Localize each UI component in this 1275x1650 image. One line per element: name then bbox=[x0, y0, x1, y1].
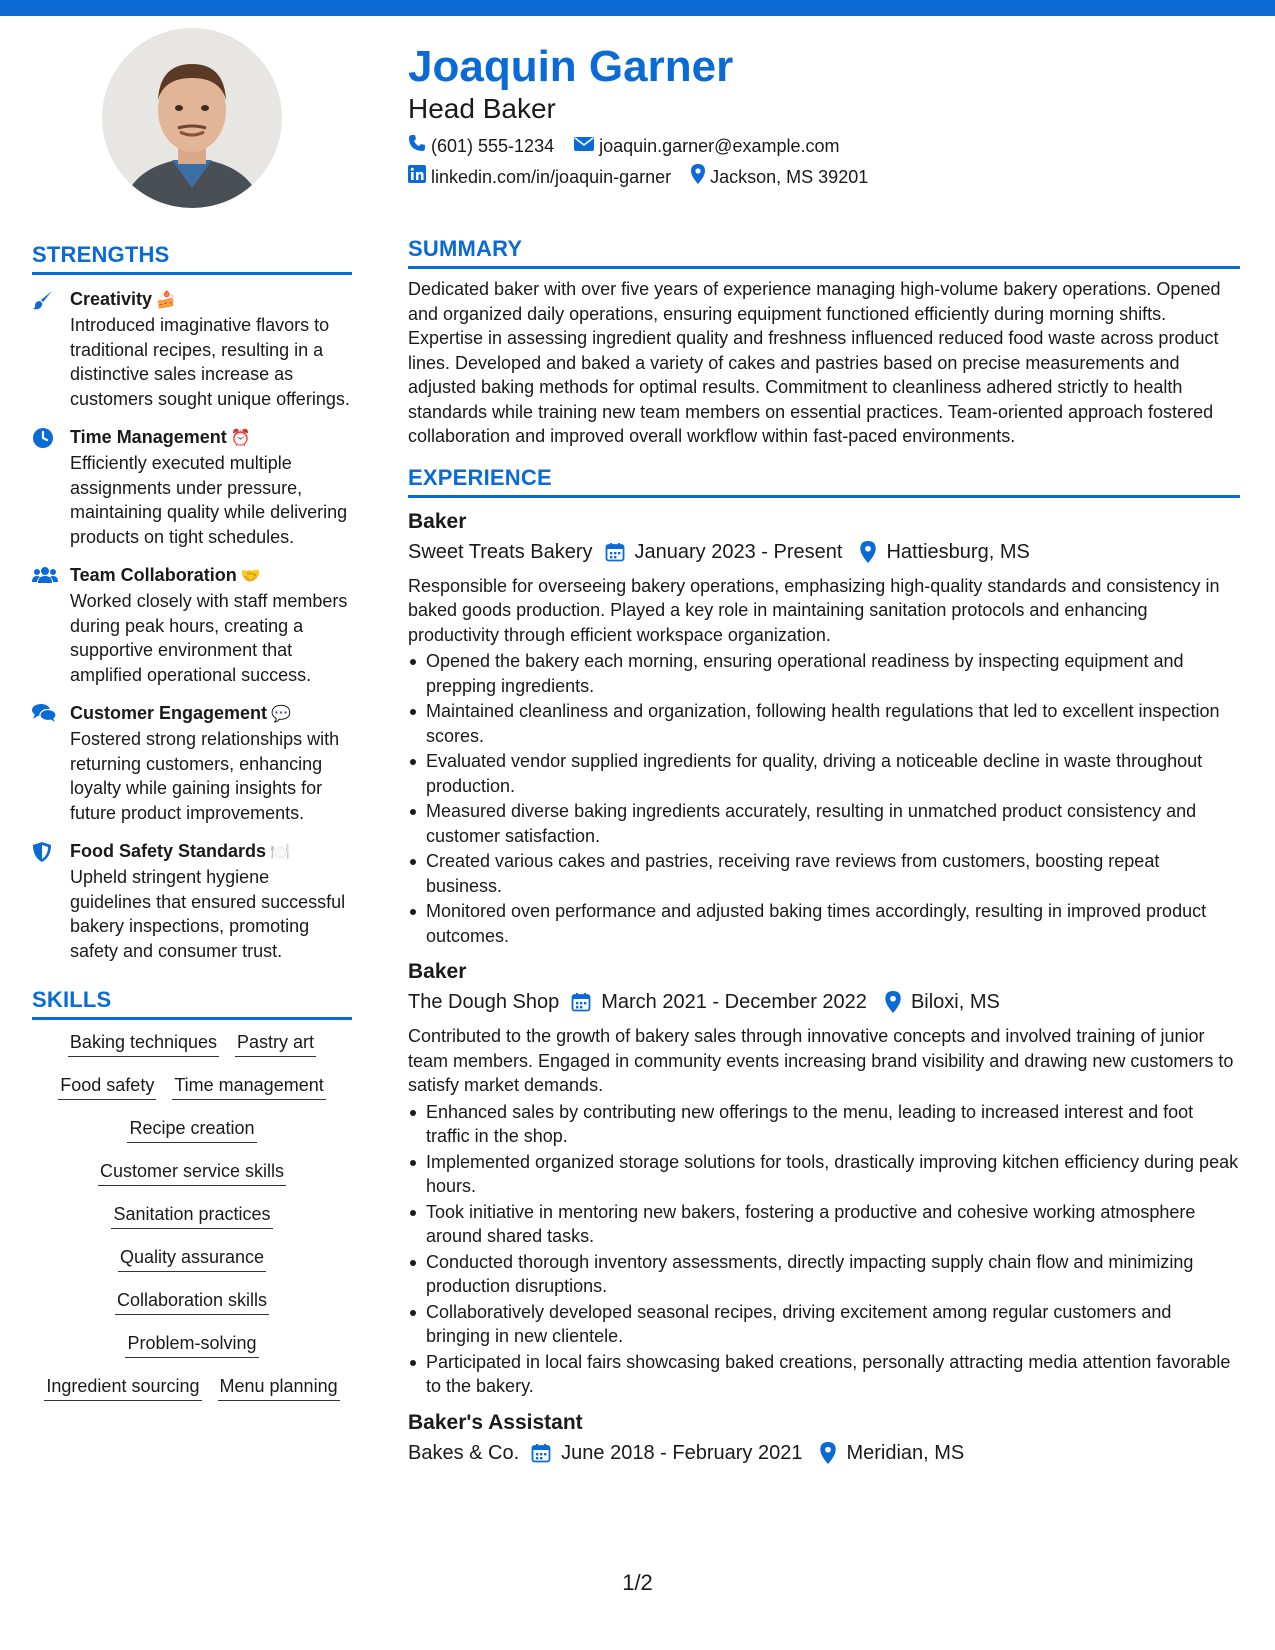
job-meta bbox=[408, 538, 1240, 566]
job-bullet: Maintained cleanliness and organization, following health regulations that led to excellent inspection scores. bbox=[408, 699, 1240, 748]
strength-item bbox=[32, 839, 352, 963]
job-bullet: Implemented organized storage solutions for tools, drastically improving kitchen efficiency during peak hours. bbox=[408, 1150, 1240, 1199]
alarm-clock-emoji-icon: ⏰ bbox=[230, 430, 251, 447]
phone-contact[interactable] bbox=[408, 134, 554, 158]
profile-photo bbox=[102, 28, 282, 208]
cake-emoji-icon: 🍰 bbox=[156, 292, 176, 309]
skill-tag: Time management bbox=[172, 1073, 325, 1100]
strength-title: Food Safety Standards bbox=[70, 841, 267, 861]
job-company: The Dough Shop bbox=[408, 991, 560, 1013]
skill-tag: Quality assurance bbox=[118, 1245, 266, 1272]
skill-tag: Customer service skills bbox=[98, 1159, 286, 1186]
skill-tag: Sanitation practices bbox=[111, 1202, 272, 1229]
skill-tag: Baking techniques bbox=[68, 1030, 219, 1057]
plate-emoji-icon: 🍽️ bbox=[270, 844, 290, 861]
job-bullet: Participated in local fairs showcasing baked creations, personally attracting media attention favorable to the bakery. bbox=[408, 1350, 1240, 1399]
job-bullets bbox=[408, 1100, 1240, 1399]
job-bullet: Monitored oven performance and adjusted baking times accordingly, resulting in improved product outcomes. bbox=[408, 899, 1240, 948]
page-number: 1/2 bbox=[622, 1570, 653, 1595]
strength-item bbox=[32, 563, 352, 687]
skill-tag: Ingredient sourcing bbox=[44, 1374, 201, 1401]
skill-tag: Collaboration skills bbox=[115, 1288, 269, 1315]
job-title: Baker's Assistant bbox=[408, 1410, 583, 1434]
skill-tag: Recipe creation bbox=[127, 1116, 256, 1143]
candidate-name: Joaquin Garner bbox=[408, 42, 734, 91]
map-pin-icon bbox=[691, 164, 705, 190]
phone-icon bbox=[408, 134, 426, 158]
experience-list bbox=[408, 508, 1240, 1467]
job-title: Baker bbox=[408, 509, 467, 533]
map-pin-icon bbox=[885, 991, 901, 1013]
skill-row bbox=[32, 1073, 352, 1100]
main-content bbox=[408, 28, 1240, 1467]
skill-row bbox=[32, 1288, 352, 1315]
map-pin-icon bbox=[860, 541, 876, 563]
strength-title: Creativity bbox=[70, 289, 153, 309]
job-bullet: Created various cakes and pastries, receiving rave reviews from customers, boosting repeat business. bbox=[408, 849, 1240, 898]
sidebar bbox=[32, 28, 352, 1417]
skill-row bbox=[32, 1116, 352, 1143]
job-location: Meridian, MS bbox=[846, 1441, 965, 1464]
linkedin-text: linkedin.com/in/joaquin-garner bbox=[431, 167, 672, 187]
strength-title: Time Management bbox=[70, 427, 227, 447]
strength-title: Team Collaboration bbox=[70, 565, 237, 585]
job-meta bbox=[408, 1439, 1240, 1467]
avatar bbox=[102, 28, 282, 208]
strength-description: Fostered strong relationships with returning customers, enhancing loyalty while gaining insights for future product improvements. bbox=[70, 729, 340, 823]
job-bullet: Collaboratively developed seasonal recipes, driving excitement among regular customers and bringing in new clientele. bbox=[408, 1300, 1240, 1349]
job-title: Baker bbox=[408, 960, 467, 983]
skill-tag: Food safety bbox=[58, 1073, 156, 1100]
location-contact bbox=[691, 164, 868, 190]
linkedin-contact[interactable] bbox=[408, 165, 671, 189]
job-entry bbox=[408, 508, 1240, 949]
shield-icon bbox=[32, 839, 70, 963]
strengths-list bbox=[32, 287, 352, 963]
skill-row bbox=[32, 1331, 352, 1358]
skills-list bbox=[32, 1030, 352, 1401]
job-bullet: Opened the bakery each morning, ensuring operational readiness by inspecting equipment and prepping ingredients. bbox=[408, 649, 1240, 698]
skill-tag: Pastry art bbox=[235, 1030, 316, 1057]
phone-text: (601) 555-1234 bbox=[431, 136, 555, 156]
email-contact[interactable] bbox=[574, 134, 839, 158]
summary-text: Dedicated baker with over five years of experience managing high-volume bakery operations. Opened and organized daily operations, ensuring equipment functioned efficiently during morning shifts. Expertise in assessing ingredient quality and freshness influenced reduced food waste across product lines. Developed and baked a variety of cakes and pastries based on precise measurements and adjusted baking methods for optimal results. Commitment to cleanliness adhered strictly to health standards while training new team members on essential practices. Team-oriented approach fostered collaboration and improved overall workflow within fast-paced environments. bbox=[408, 279, 1221, 446]
handshake-emoji-icon: 🤝 bbox=[240, 568, 261, 585]
job-bullet: Enhanced sales by contributing new offerings to the menu, leading to increased interest and foot traffic in the shop. bbox=[408, 1100, 1240, 1149]
job-company: Sweet Treats Bakery bbox=[408, 540, 593, 563]
linkedin-icon bbox=[408, 165, 426, 189]
map-pin-icon bbox=[820, 1442, 836, 1464]
job-dates: January 2023 - Present bbox=[634, 540, 843, 563]
calendar-icon bbox=[531, 1443, 551, 1463]
strength-item bbox=[32, 287, 352, 411]
job-entry bbox=[408, 958, 1240, 1399]
job-bullet: Measured diverse baking ingredients accurately, resulting in unmatched product consistency and customer satisfaction. bbox=[408, 799, 1240, 848]
location-text: Jackson, MS 39201 bbox=[710, 167, 869, 187]
skill-row bbox=[32, 1202, 352, 1229]
contact-row bbox=[408, 134, 1240, 158]
summary-heading: SUMMARY bbox=[408, 236, 1240, 269]
skill-row bbox=[32, 1159, 352, 1186]
strength-item bbox=[32, 701, 352, 825]
skill-row bbox=[32, 1245, 352, 1272]
skill-tag: Menu planning bbox=[218, 1374, 340, 1401]
top-accent-bar bbox=[0, 0, 1275, 16]
strengths-heading: STRENGTHS bbox=[32, 242, 352, 275]
strength-description: Worked closely with staff members during peak hours, creating a supportive environment that amplified operational success. bbox=[70, 591, 348, 685]
paintbrush-icon bbox=[32, 287, 70, 411]
users-icon bbox=[32, 563, 70, 687]
job-location: Hattiesburg, MS bbox=[886, 540, 1030, 563]
candidate-role: Head Baker bbox=[408, 93, 556, 124]
experience-heading: EXPERIENCE bbox=[408, 465, 1240, 498]
contact-row-2 bbox=[408, 164, 1240, 190]
job-dates: June 2018 - February 2021 bbox=[561, 1441, 803, 1464]
calendar-icon bbox=[605, 542, 625, 562]
job-summary: Responsible for overseeing bakery operations, emphasizing high-quality standards and consistency in baked goods production. Played a key role in maintaining sanitation protocols and enhancing productivity through efficient workspace organization. bbox=[408, 575, 1220, 645]
calendar-icon bbox=[571, 992, 591, 1012]
envelope-icon bbox=[574, 134, 594, 158]
skill-tag: Problem-solving bbox=[125, 1331, 258, 1358]
strength-item bbox=[32, 425, 352, 549]
skills-heading: SKILLS bbox=[32, 987, 352, 1020]
speech-bubble-emoji-icon: 💬 bbox=[271, 706, 291, 723]
job-bullet: Conducted thorough inventory assessments, directly impacting supply chain flow and minimizing production disruptions. bbox=[408, 1250, 1240, 1299]
skill-row bbox=[32, 1030, 352, 1057]
job-location: Biloxi, MS bbox=[910, 991, 1000, 1013]
job-meta bbox=[408, 988, 1240, 1016]
skill-row bbox=[32, 1374, 352, 1401]
clock-icon bbox=[32, 425, 70, 549]
email-text: joaquin.garner@example.com bbox=[599, 136, 840, 156]
job-bullet: Evaluated vendor supplied ingredients for quality, driving a noticeable decline in waste throughout production. bbox=[408, 749, 1240, 798]
job-bullets bbox=[408, 649, 1240, 948]
job-entry bbox=[408, 1409, 1240, 1467]
job-summary: Contributed to the growth of bakery sales through innovative concepts and involved training of junior team members. Engaged in community events increasing brand visibility and drawing new customers to satisfy market demands. bbox=[408, 1026, 1234, 1095]
job-dates: March 2021 - December 2022 bbox=[601, 991, 867, 1013]
job-bullet: Took initiative in mentoring new bakers, fostering a productive and cohesive working atmosphere around shared tasks. bbox=[408, 1200, 1240, 1249]
comments-icon bbox=[32, 701, 70, 825]
strength-description: Upheld stringent hygiene guidelines that ensured successful bakery inspections, promoting safety and consumer trust. bbox=[70, 867, 346, 961]
strength-description: Efficiently executed multiple assignments under pressure, maintaining quality while delivering products on tight schedules. bbox=[70, 453, 348, 547]
strength-description: Introduced imaginative flavors to traditional recipes, resulting in a distinctive sales increase as customers sought unique offerings. bbox=[70, 315, 350, 409]
strength-title: Customer Engagement bbox=[70, 703, 268, 723]
job-company: Bakes & Co. bbox=[408, 1441, 520, 1464]
